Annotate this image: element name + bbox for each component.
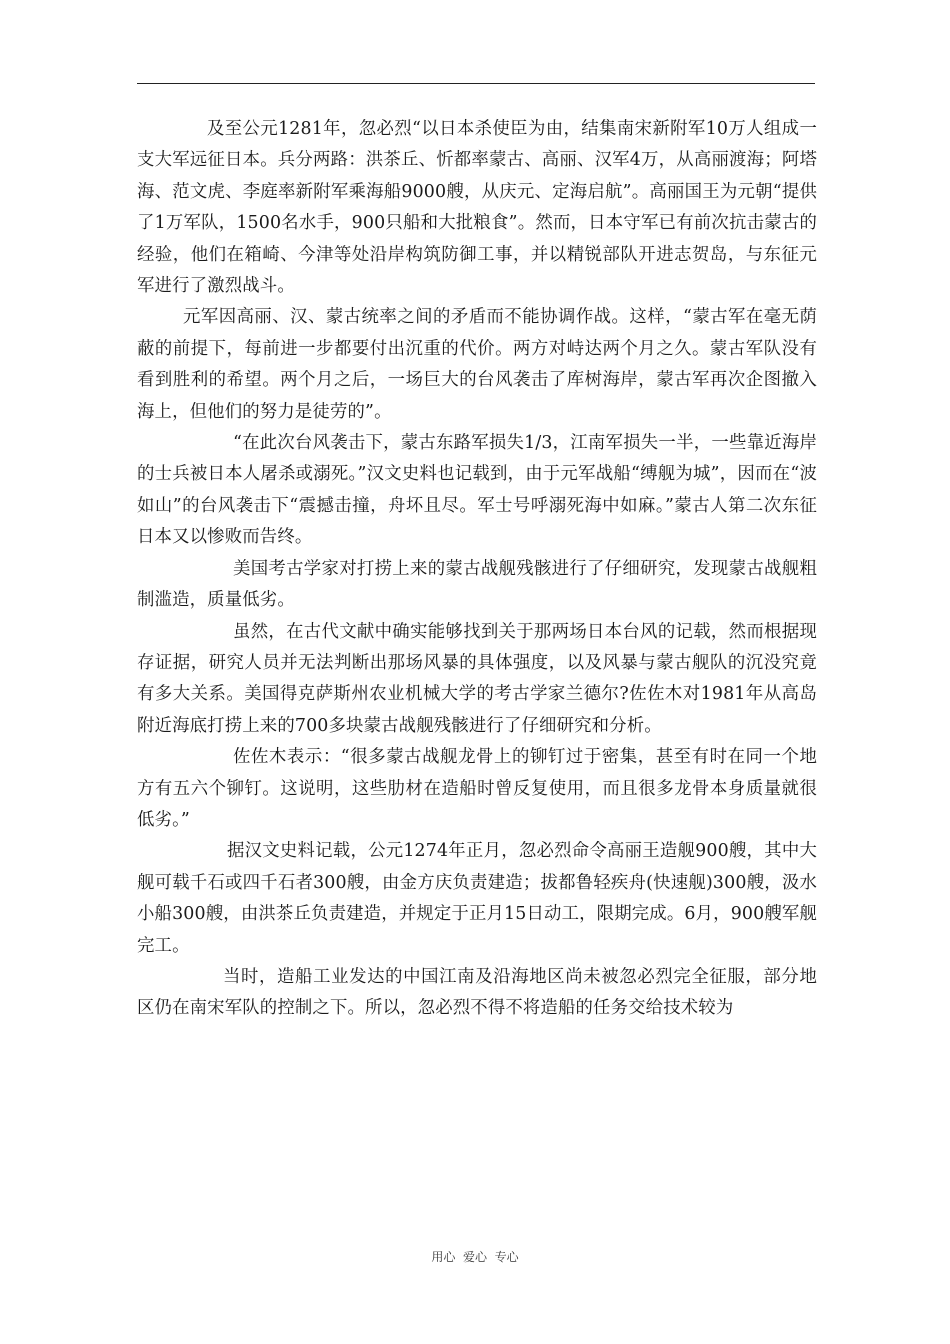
- paragraph-3: “在此次台风袭击下，蒙古东路军损失1/3，江南军损失一半，一些靠近海岸的士兵被日本人屠杀或溺死。”汉文史料也记载到，由于元军战船“缚舰为城”，因而在“波如山”的台风袭击下“震撼击撞，舟坏且尽。军士号呼溺死海中如麻。”蒙古人第二次东征日本又以惨败而告终。: [137, 433, 817, 548]
- paragraph-2: 元军因高丽、汉、蒙古统率之间的矛盾而不能协调作战。这样，“蒙古军在毫无荫蔽的前提下，每前进一步都要付出沉重的代价。两方对峙达两个月之久。蒙古军队没有看到胜利的希望。两个月之后，一场巨大的台风袭击了库树海岸，蒙古军再次企图撤入海上，但他们的努力是徒劳的”。: [137, 307, 817, 422]
- paragraph-7: 据汉文史料记载，公元1274年正月，忽必烈命令高丽王造舰900艘，其中大舰可载千石或四千石者300艘，由金方庆负责建造；拔都鲁轻疾舟(快速舰)300艘，汲水小船300艘，由洪茶丘负责建造，并规定于正月15日动工，限期完成。6月，900艘军舰完工。: [137, 841, 817, 956]
- body-text: [137, 114, 817, 1025]
- header-rule: [137, 83, 815, 84]
- paragraph-4: 美国考古学家对打捞上来的蒙古战舰残骸进行了仔细研究，发现蒙古战舰粗制滥造，质量低劣。: [137, 558, 817, 611]
- paragraph-6: 佐佐木表示：“很多蒙古战舰龙骨上的铆钉过于密集，甚至有时在同一个地方有五六个铆钉。这说明，这些肋材在造船时曾反复使用，而且很多龙骨本身质量就很低劣。”: [137, 747, 817, 830]
- paragraph-8: 当时，造船工业发达的中国江南及沿海地区尚未被忽必烈完全征服，部分地区仍在南宋军队的控制之下。所以，忽必烈不得不将造船的任务交给技术较为: [137, 966, 817, 1019]
- page-footer: 用心 爱心 专心: [431, 1250, 519, 1264]
- paragraph-1: 及至公元1281年，忽必烈“以日本杀使臣为由，结集南宋新附军10万人组成一支大军远征日本。兵分两路：洪茶丘、忻都率蒙古、高丽、汉军4万，从高丽渡海；阿塔海、范文虎、李庭率新附军乘海船9000艘，从庆元、定海启航”。高丽国王为元朝“提供了1万军队，1500名水手，900只船和大批粮食”。然而，日本守军已有前次抗击蒙古的经验，他们在箱崎、今津等处沿岸构筑防御工事，并以精锐部队开进志贺岛，与东征元军进行了激烈战斗。: [137, 119, 817, 297]
- paragraph-5: 虽然，在古代文献中确实能够找到关于那两场日本台风的记载，然而根据现存证据，研究人员并无法判断出那场风暴的具体强度，以及风暴与蒙古舰队的沉没究竟有多大关系。美国得克萨斯州农业机械大学的考古学家兰德尔?佐佐木对1981年从高岛附近海底打捞上来的700多块蒙古战舰残骸进行了仔细研究和分析。: [137, 621, 817, 736]
